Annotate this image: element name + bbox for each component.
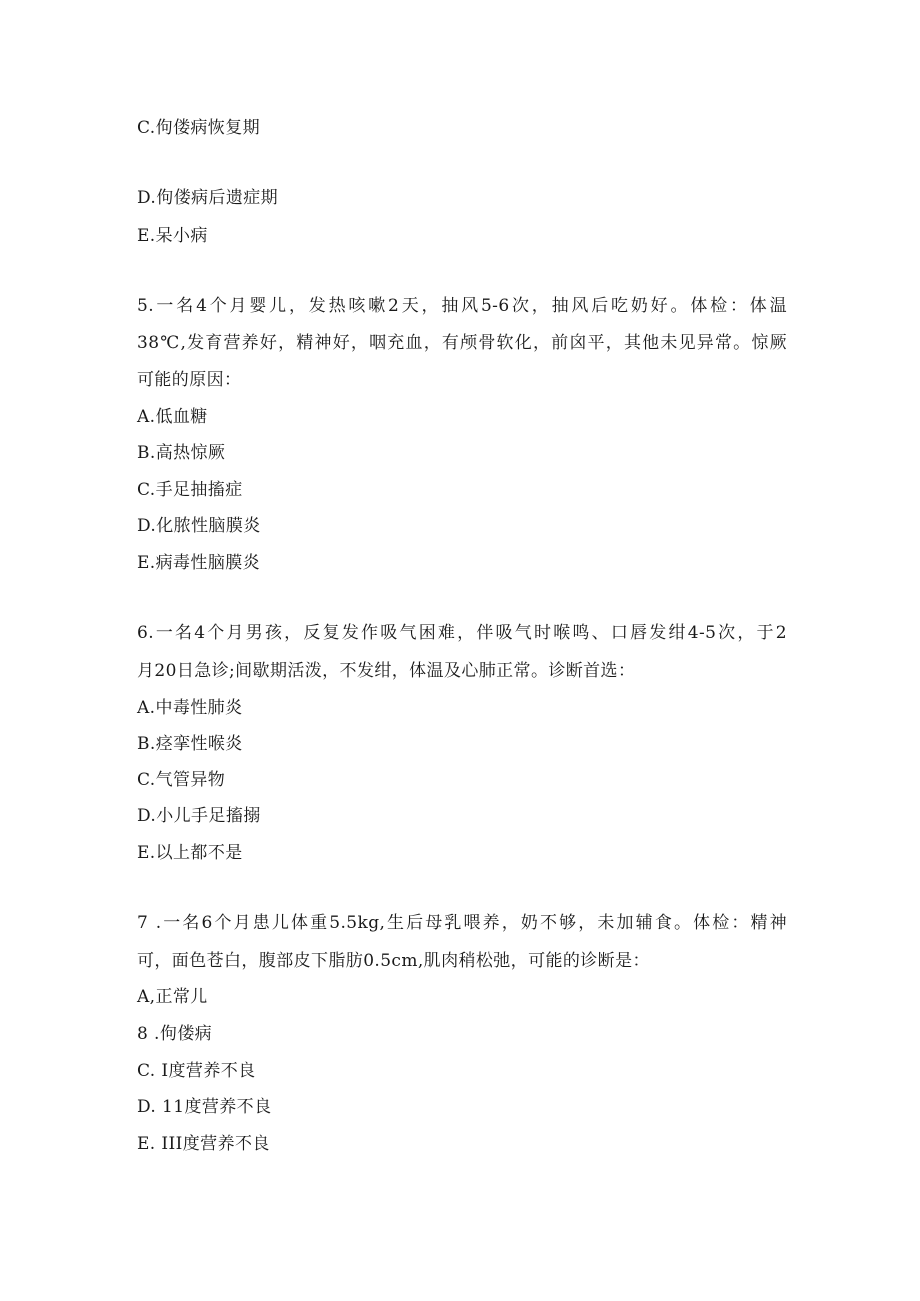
question-5-line-3: 可能的原因： [137, 370, 242, 390]
q7-option-a: A,正常儿 [137, 987, 208, 1007]
question-7-line-2: 可，面色苍白，腹部皮下脂肪0.5cm,肌肉稍松弛，可能的诊断是： [137, 951, 650, 971]
question-5-line-2: 38℃,发育营养好，精神好，咽充血，有颅骨软化，前囟平，其他未见异常。惊厥 [137, 333, 787, 353]
q7-option-e: E. III度营养不良 [137, 1134, 270, 1154]
q5-option-e: E.病毒性脑膜炎 [137, 553, 261, 573]
q5-option-b: B.高热惊厥 [137, 443, 226, 463]
q7-option-b: 8 .佝偻病 [137, 1024, 213, 1044]
q7-option-c: C. I度营养不良 [137, 1061, 256, 1081]
q6-option-e: E.以上都不是 [137, 843, 243, 863]
q5-option-c: C.手足抽搐症 [137, 480, 243, 500]
q6-option-b: B.痉挛性喉炎 [137, 734, 243, 754]
option-d-rickets-sequelae: D.佝偻病后遗症期 [137, 188, 279, 208]
question-6-line-1: 6.一名4个月男孩，反复发作吸气困难，伴吸气时喉鸣、口唇发绀4-5次，于2 [137, 623, 787, 643]
question-5-line-1: 5.一名4个月婴儿，发热咳嗽2天，抽风5-6次，抽风后吃奶好。体检：体温 [137, 296, 787, 316]
q6-option-a: A.中毒性肺炎 [137, 698, 243, 718]
option-e-cretinism: E.呆小病 [137, 226, 208, 246]
q7-option-d: D. 11度营养不良 [137, 1097, 272, 1117]
question-6-line-2: 月20日急诊;间歇期活泼，不发绀，体温及心肺正常。诊断首选： [137, 661, 636, 681]
q6-option-c: C.气管异物 [137, 770, 226, 790]
question-7-line-1: 7 .一名6个月患儿体重5.5kg,生后母乳喂养，奶不够，未加辅食。体检：精神 [137, 913, 787, 933]
q6-option-d: D.小儿手足搐搦 [137, 806, 261, 826]
q5-option-a: A.低血糖 [137, 407, 208, 427]
q5-option-d: D.化脓性脑膜炎 [137, 516, 261, 536]
option-c-rickets-recovery: C.佝偻病恢复期 [137, 118, 261, 138]
